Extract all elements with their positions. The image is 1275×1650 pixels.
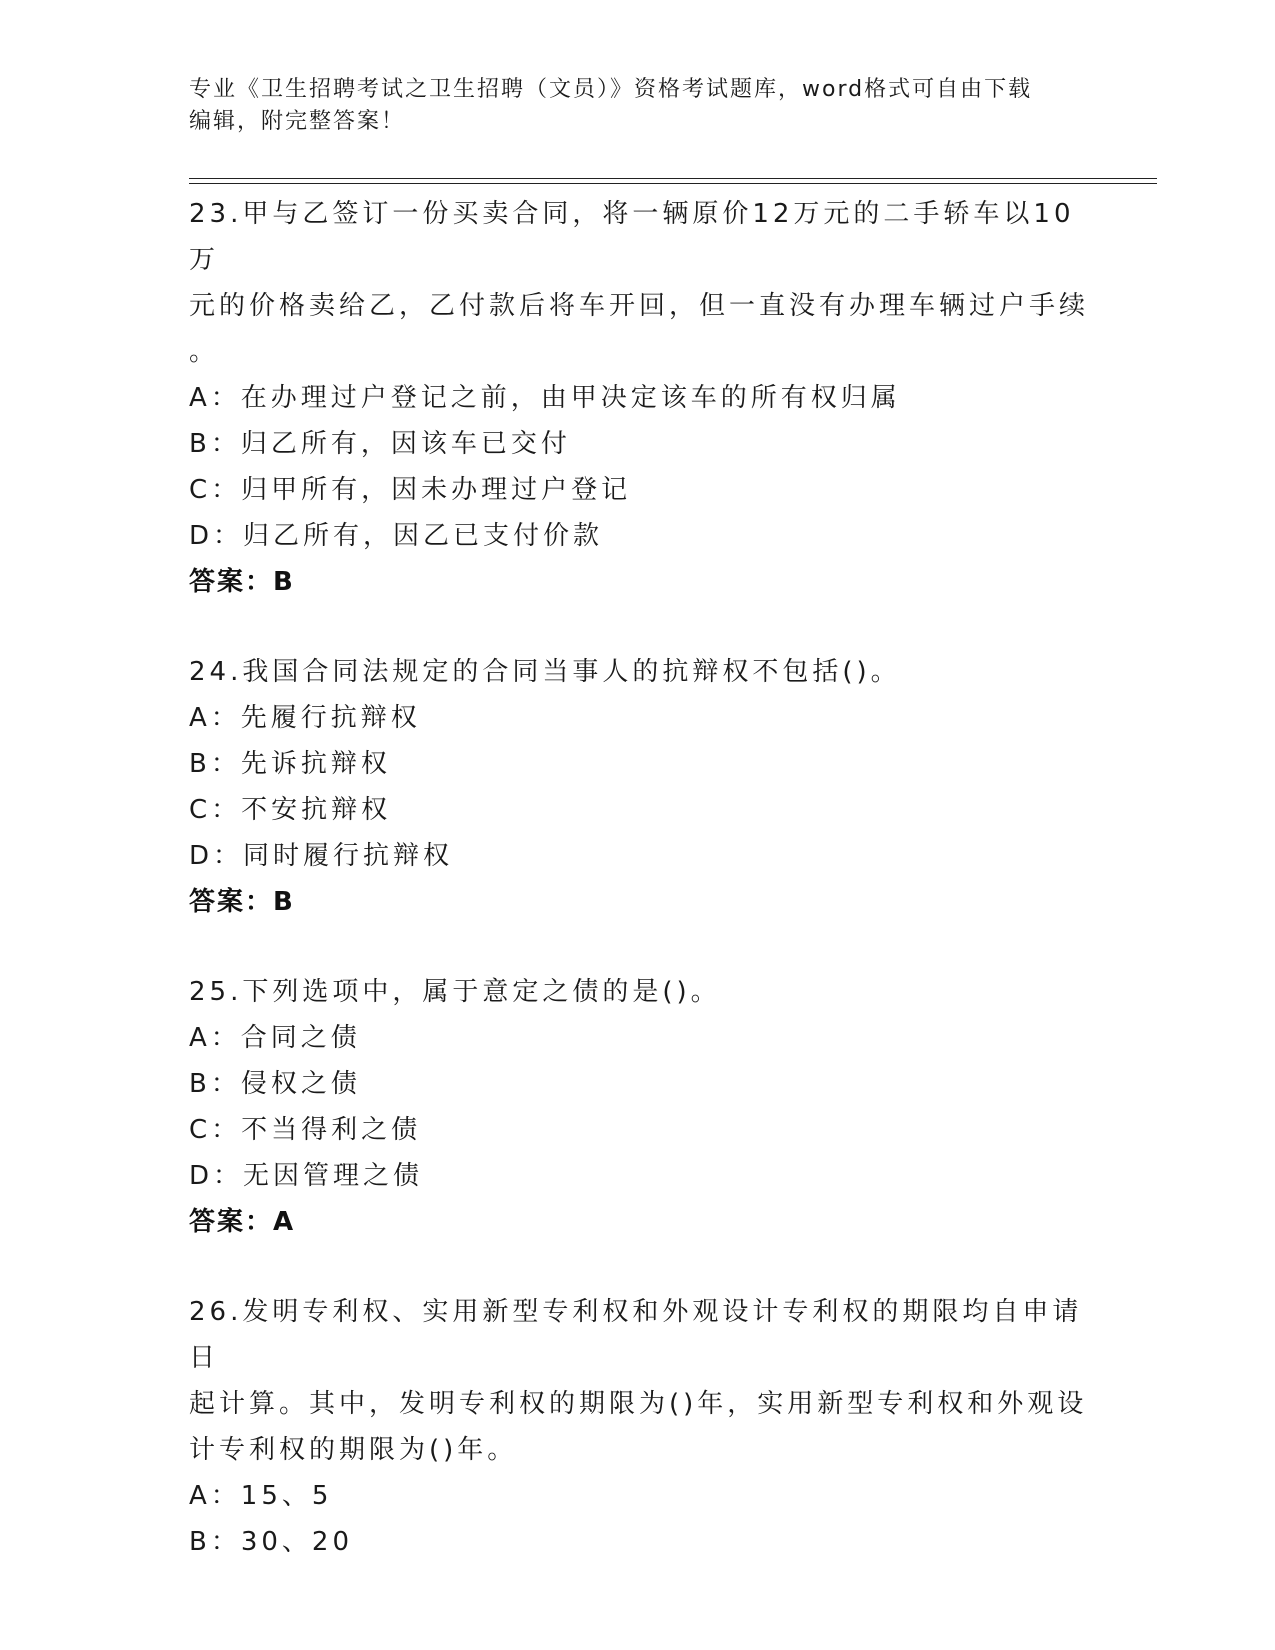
option-b: B：侵权之债 [189, 1069, 361, 1099]
option-d: D：同时履行抗辩权 [189, 841, 454, 871]
question-26 [189, 1289, 1089, 1565]
question-spacer [189, 605, 1089, 649]
question-24 [189, 649, 1089, 925]
answer-line: 答案：B [189, 887, 295, 917]
question-stem-line: 元的价格卖给乙，乙付款后将车开回，但一直没有办理车辆过户手续 [189, 291, 1090, 321]
option-a: A：合同之债 [189, 1023, 361, 1053]
option-b: B：归乙所有，因该车已交付 [189, 429, 571, 459]
header-divider-top [189, 178, 1157, 179]
question-stem-line: 起计算。其中，发明专利权的期限为()年，实用新型专利权和外观设 [189, 1389, 1088, 1419]
option-d: D：归乙所有，因乙已支付价款 [189, 521, 604, 551]
header-line-1: 专业《卫生招聘考试之卫生招聘（文员）》资格考试题库，word格式可自由下载 [189, 77, 1033, 102]
option-d: D：无因管理之债 [189, 1161, 424, 1191]
option-c: C：不当得利之债 [189, 1115, 422, 1145]
question-stem-line: 。 [189, 337, 220, 367]
option-b: B：先诉抗辩权 [189, 749, 391, 779]
question-spacer [189, 1245, 1089, 1289]
option-a: A：先履行抗辩权 [189, 703, 421, 733]
question-stem-line: 计专利权的期限为()年。 [189, 1435, 518, 1465]
header-divider-bottom [189, 183, 1157, 184]
option-b: B：30、20 [189, 1527, 354, 1557]
document-header [189, 74, 1089, 138]
header-line-2: 编辑，附完整答案！ [189, 109, 406, 134]
question-25 [189, 969, 1089, 1245]
option-a: A：在办理过户登记之前，由甲决定该车的所有权归属 [189, 383, 901, 413]
option-c: C：归甲所有，因未办理过户登记 [189, 475, 632, 505]
question-spacer [189, 925, 1089, 969]
option-a: A：15、5 [189, 1481, 333, 1511]
answer-line: 答案：A [189, 1207, 296, 1237]
option-c: C：不安抗辩权 [189, 795, 392, 825]
question-stem-line: 25.下列选项中，属于意定之债的是()。 [189, 977, 721, 1007]
question-list [189, 191, 1089, 1565]
question-stem-line: 24.我国合同法规定的合同当事人的抗辩权不包括()。 [189, 657, 901, 687]
question-stem-line: 23.甲与乙签订一份买卖合同，将一辆原价12万元的二手轿车以10万 [189, 199, 1075, 275]
question-23 [189, 191, 1089, 605]
question-stem-line: 26.发明专利权、实用新型专利权和外观设计专利权的期限均自申请日 [189, 1297, 1083, 1373]
answer-line: 答案：B [189, 567, 295, 597]
